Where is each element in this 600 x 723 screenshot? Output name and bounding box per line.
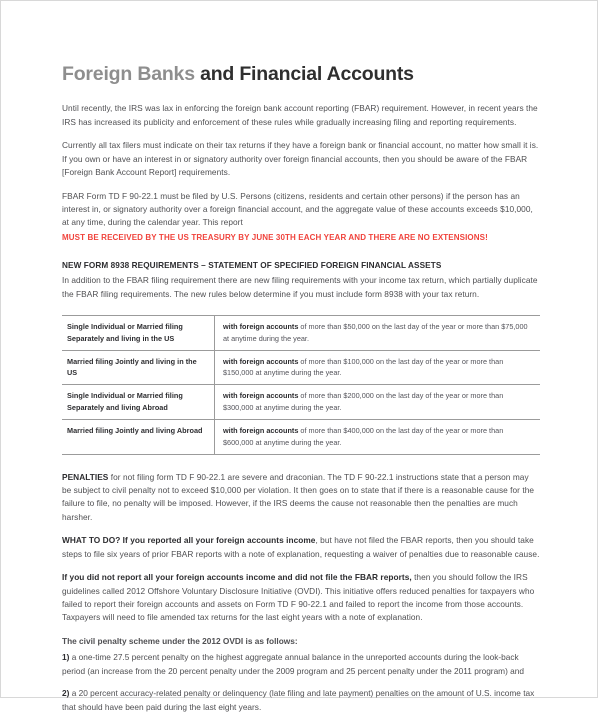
- table-cell-detail: [215, 419, 541, 454]
- paragraph-form-td-f-text: FBAR Form TD F 90-22.1 must be filed by U.S. Persons (citizens, residents and certain other persons) if the person has an interest in, or signatory authority over a foreign financial account, and the aggregate value of these accounts exceeds $10,000, at any time, during the calendar year. This report: [62, 190, 533, 228]
- table-row: [62, 316, 540, 351]
- penalties-body: for not filing form TD F 90-22.1 are severe and draconian. The TD F 90-22.1 instructions state that a person may be subject to civil penalty not to exceed $10,000 per violation. It then goes on to state that if there is a reasonable cause for the failure to file, no penalty will be imposed. However, if the IRS deems the cause not reasonable then the penalties are much harsher.: [62, 471, 535, 522]
- table-cell-detail-rest: of more than $400,000 on the last day of the year or more than $600,000 at anytime during the year.: [223, 425, 504, 447]
- paragraph-form-8938-body: In addition to the FBAR filing requirement there are new filing requirements with your income tax return, which partially duplicate the FBAR filing requirements. The new rules below determine if you must include form 8938 with your tax return.: [62, 275, 538, 299]
- warning-notice: MUST BE RECEIVED BY THE US TREASURY BY JUNE 30TH EACH YEAR AND THERE ARE NO EXTENSIONS!: [62, 232, 488, 242]
- what-to-do-body: , but have not filed the FBAR reports, then you should take steps to file six years of prior FBAR reports with a note of explanation, requesting a waiver of penalties due to reasonable cause.: [62, 535, 540, 559]
- table-row: [62, 350, 540, 385]
- table-cell-detail: [215, 316, 541, 351]
- civil-penalty-item-2-number: 2): [62, 688, 70, 699]
- civil-penalty-item-2-text: a 20 percent accuracy-related penalty or delinquency (late filing and late payment) penalties on the amount of U.S. income tax that should have been paid during the last eight years.: [62, 688, 535, 712]
- paragraph-form-td-f: [62, 190, 540, 245]
- civil-penalty-item-1-number: 1): [62, 652, 70, 663]
- page-title: [62, 63, 540, 85]
- table-cell-detail: [215, 350, 541, 385]
- penalties-lead: PENALTIES: [62, 471, 109, 482]
- page-title-dark: and Financial Accounts: [200, 63, 414, 85]
- paragraph-all-filers: Currently all tax filers must indicate on their tax returns if they have a foreign bank or financial account, no matter how small it is. If you own or have an interest in or signatory authority over foreign financial accounts, then you should be aware of the FBAR [Foreign Bank Account Report] requirements.: [62, 140, 539, 178]
- table-cell-category: Married filing Jointly and living Abroad: [62, 419, 215, 454]
- civil-penalty-item-2: [62, 687, 540, 714]
- civil-penalty-item-1-text: a one-time 27.5 percent penalty on the highest aggregate annual balance in the unreported accounts during the look-back period (an increase from the 20 percent penalty under the 2009 program and 25 percent penalty under the 2011 program) and: [62, 652, 525, 676]
- table-cell-detail: [215, 385, 541, 420]
- table-cell-detail-rest: of more than $100,000 on the last day of the year or more than $150,000 at anytime during the year.: [223, 356, 504, 378]
- table-cell-category: Married filing Jointly and living in the US: [62, 350, 215, 385]
- civil-penalty-heading: [62, 635, 540, 648]
- table-cell-detail-bold: with foreign accounts: [223, 425, 299, 435]
- paragraph-did-not-report: [62, 571, 540, 625]
- what-to-do-lead: WHAT TO DO? If you reported all your foreign accounts income: [62, 535, 316, 546]
- table-cell-detail-bold: with foreign accounts: [223, 391, 299, 401]
- table-cell-detail-bold: with foreign accounts: [223, 322, 299, 332]
- table-cell-detail-rest: of more than $50,000 on the last day of the year or more than $75,000 at anytime during the year.: [223, 322, 528, 343]
- requirements-table: [62, 315, 540, 455]
- section-heading-form-8938: NEW FORM 8938 REQUIREMENTS – STATEMENT OF SPECIFIED FOREIGN FINANCIAL ASSETS: [62, 260, 442, 270]
- document-content: [62, 63, 540, 723]
- table-row: [62, 419, 540, 454]
- paragraph-what-to-do: [62, 534, 540, 561]
- paragraph-intro: Until recently, the IRS was lax in enforcing the foreign bank account reporting (FBAR) requirement. However, in recent years the IRS has increased its publicity and enforcement of these rules while gradually increasing filing and reporting requirements.: [62, 103, 538, 127]
- table-cell-category: Single Individual or Married filing Separately and living in the US: [62, 316, 215, 351]
- table-cell-detail-rest: of more than $200,000 on the last day of the year or more than $300,000 at anytime during the year.: [223, 391, 504, 413]
- civil-penalty-item-1: [62, 651, 540, 678]
- did-not-report-lead: If you did not report all your foreign accounts income and did not file the FBAR reports,: [62, 572, 412, 583]
- did-not-report-body: then you should follow the IRS guidelines called 2012 Offshore Voluntary Disclosure Initiative (OVDI). This initiative offers reduced penalties for taxpayers who failed to report their foreign accounts and assets on Form TD F 90-22.1 and failed to report the income from those accounts. Taxpayers will need to file amended tax returns for the last eight years with a note of explanation.: [62, 572, 535, 623]
- civil-penalty-heading-text: The civil penalty scheme under the 2012 OVDI is as follows:: [62, 635, 298, 646]
- table-row: [62, 385, 540, 420]
- page-title-light: Foreign Banks: [62, 63, 201, 85]
- table-cell-detail-bold: with foreign accounts: [223, 356, 299, 366]
- paragraph-penalties: [62, 471, 540, 525]
- table-cell-category: Single Individual or Married filing Separately and living Abroad: [62, 385, 215, 420]
